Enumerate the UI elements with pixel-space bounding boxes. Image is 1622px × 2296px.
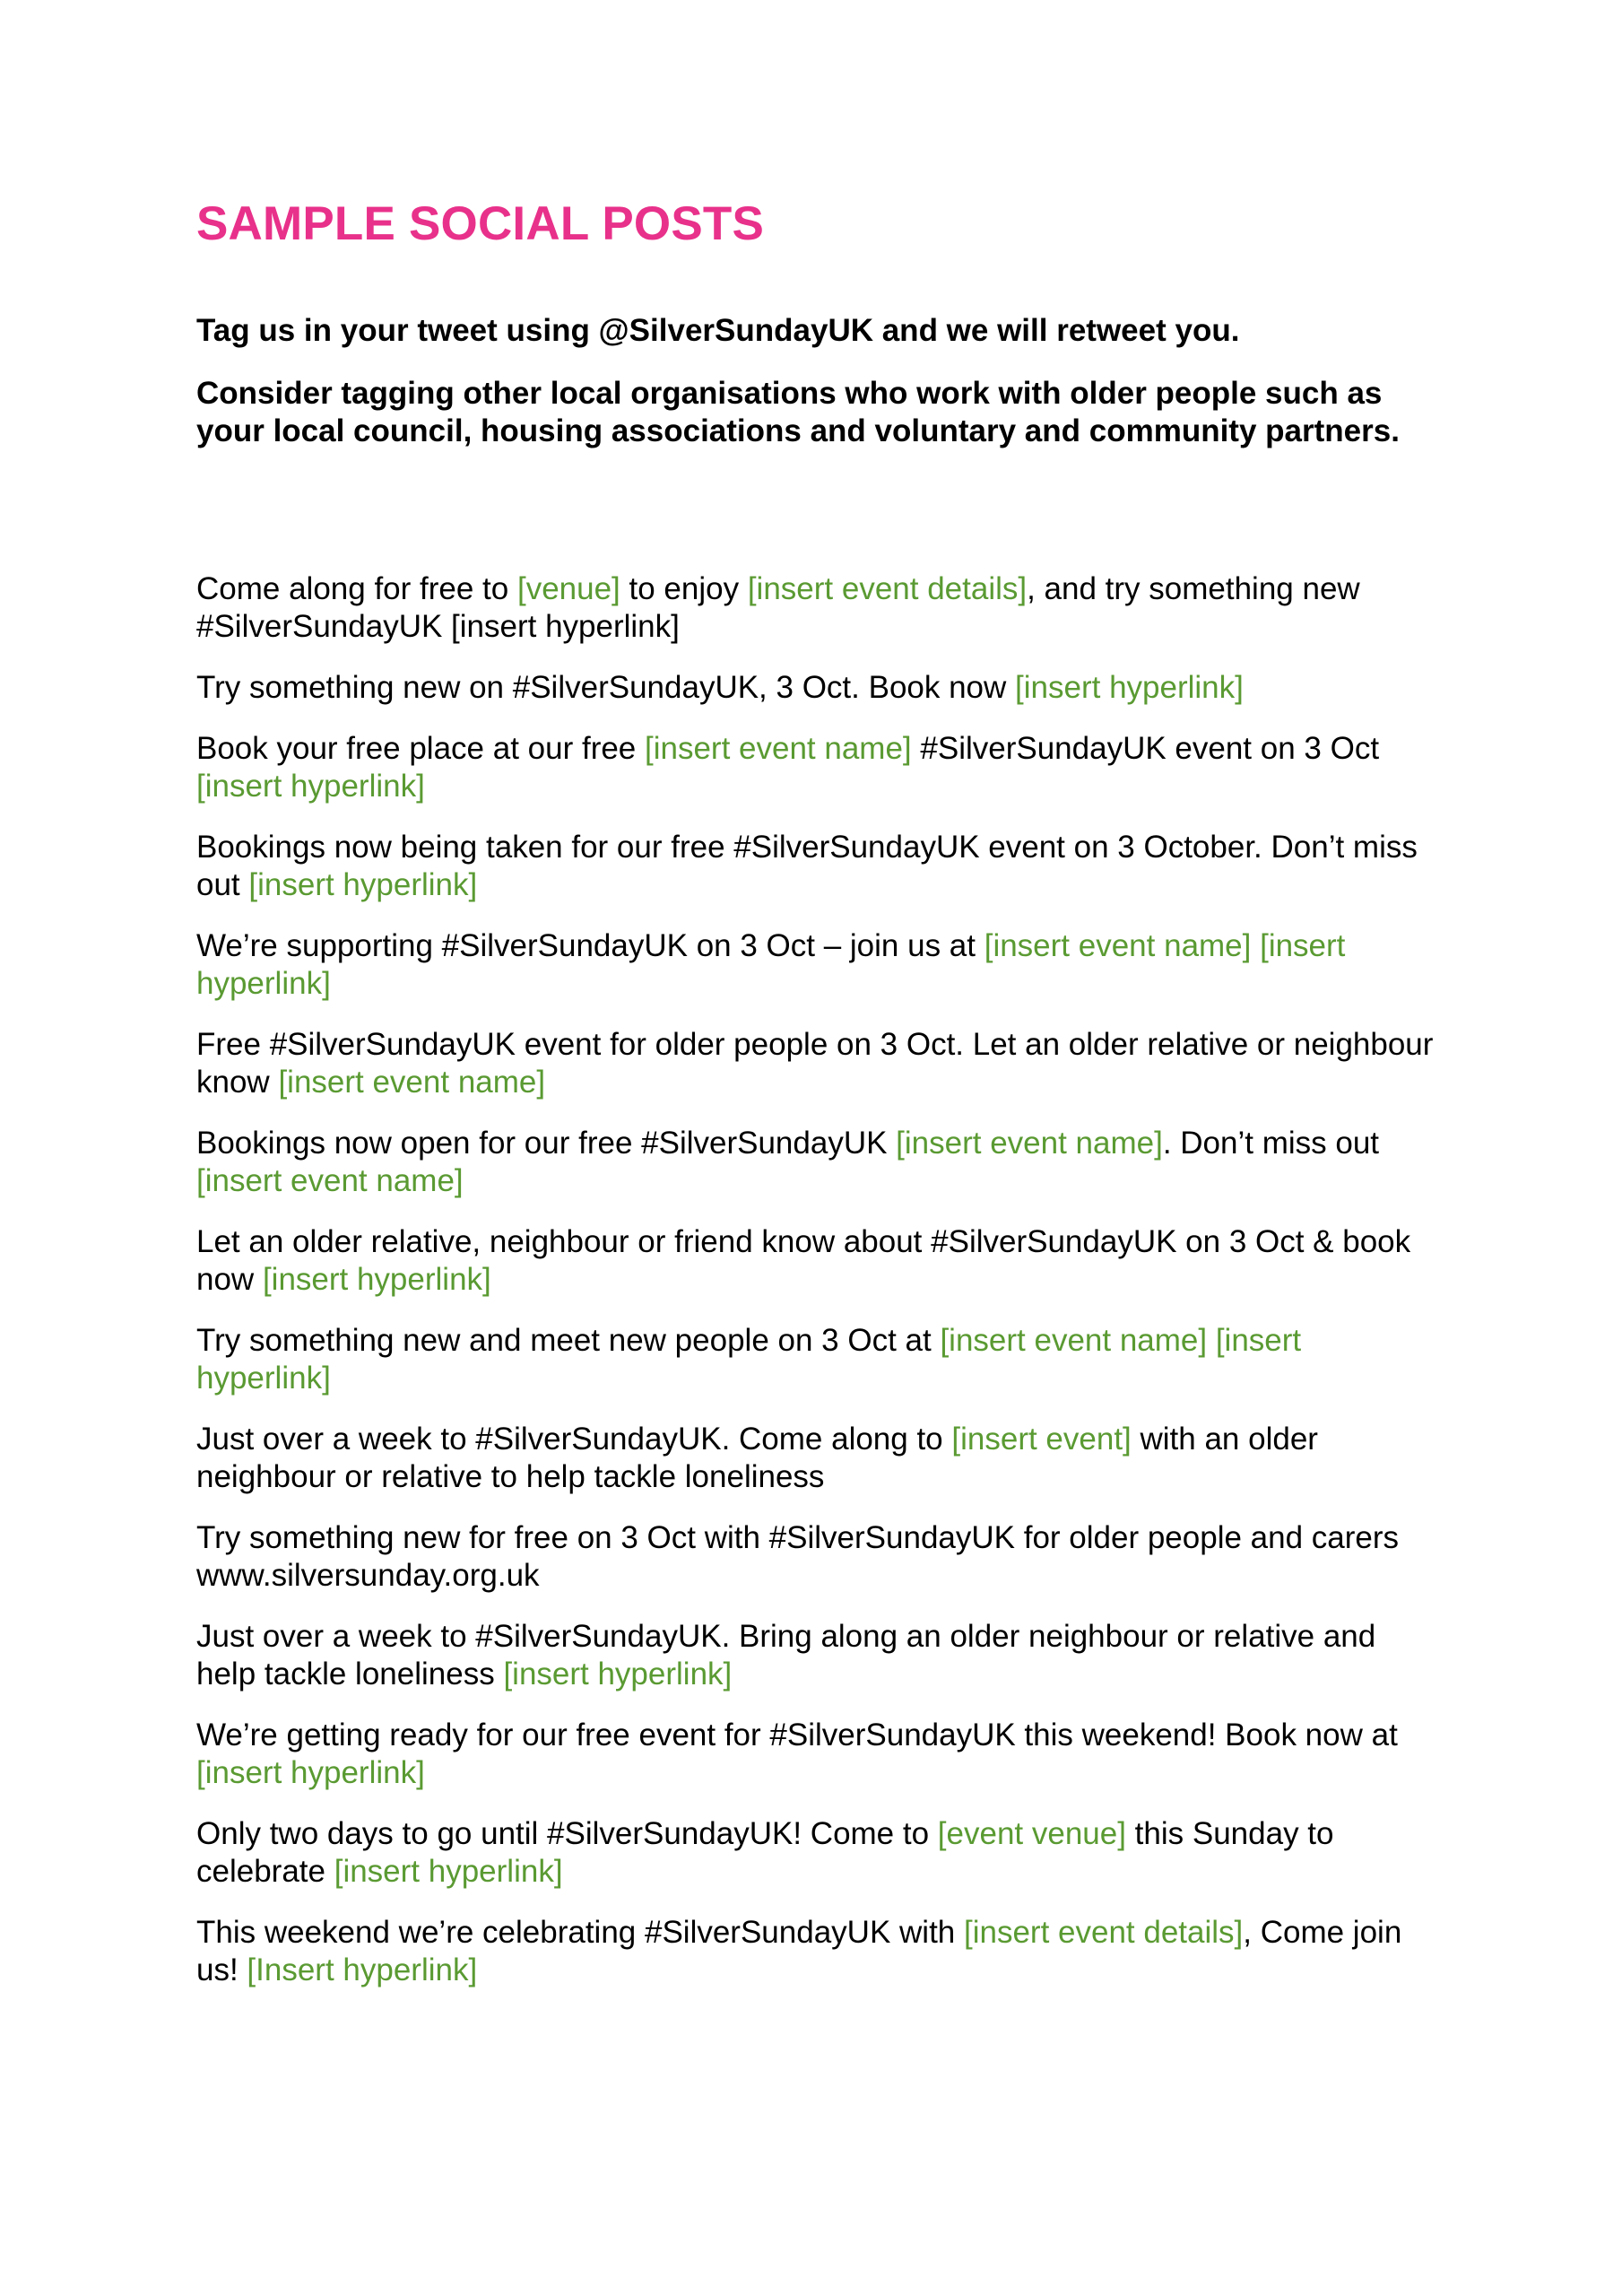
post-text: Only two days to go until #SilverSundayUK! Come to — [196, 1816, 938, 1851]
placeholder-text: [insert hyperlink] — [1015, 670, 1244, 705]
page-title: SAMPLE SOCIAL POSTS — [196, 197, 765, 250]
post-text: . Don’t miss out — [1162, 1126, 1380, 1161]
sample-post — [196, 1618, 1443, 1693]
post-text: to enjoy — [620, 571, 748, 606]
placeholder-text: [insert event name] — [278, 1065, 546, 1100]
post-text: this Sunday to celebrate — [196, 1816, 1334, 1889]
sample-post — [196, 1519, 1443, 1595]
post-text: Try something new and meet new people on 3 Oct at — [196, 1323, 941, 1358]
intro-tag-instruction: Tag us in your tweet using @SilverSundayUK and we will retweet you. — [196, 313, 1240, 348]
document-page — [196, 0, 1443, 2296]
post-text: Bookings now being taken for our free #SilverSundayUK event on 3 October. Don’t miss out — [196, 830, 1418, 902]
post-text: , and try something new #SilverSundayUK [insert hyperlink] — [196, 571, 1360, 644]
placeholder-text: [Insert hyperlink] — [247, 1952, 478, 1987]
sample-post — [196, 1421, 1443, 1496]
placeholder-text: [insert event name] — [645, 731, 912, 766]
placeholder-text: [insert hyperlink] — [196, 769, 425, 804]
sample-post — [196, 1914, 1443, 1989]
placeholder-text: [insert hyperlink] — [334, 1854, 563, 1889]
post-text: with an older neighbour or relative to help tackle loneliness — [196, 1422, 1318, 1494]
post-text: Bookings now open for our free #SilverSundayUK — [196, 1126, 897, 1161]
post-text: We’re supporting #SilverSundayUK on 3 Oct – join us at — [196, 928, 984, 963]
sample-post — [196, 1717, 1443, 1792]
sample-post — [196, 1026, 1443, 1101]
placeholder-text: [venue] — [516, 571, 620, 606]
placeholder-text: [insert hyperlink] — [503, 1657, 733, 1692]
sample-post — [196, 730, 1443, 805]
sample-post — [196, 570, 1443, 646]
post-text: We’re getting ready for our free event for #SilverSundayUK this weekend! Book now at — [196, 1718, 1398, 1752]
post-text: Try something new on #SilverSundayUK, 3 Oct. Book now — [196, 670, 1016, 705]
post-text: Just over a week to #SilverSundayUK. Come along to — [196, 1422, 952, 1457]
placeholder-text: [insert event details] — [963, 1915, 1244, 1950]
post-text: This weekend we’re celebrating #SilverSundayUK with — [196, 1915, 964, 1950]
sample-post — [196, 669, 1443, 707]
sample-post — [196, 1223, 1443, 1299]
sample-post — [196, 1815, 1443, 1891]
placeholder-text: [insert hyperlink] — [262, 1262, 491, 1297]
sample-post — [196, 829, 1443, 904]
post-text: Book your free place at our free — [196, 731, 645, 766]
post-text: Just over a week to #SilverSundayUK. Bring along an older neighbour or relative and help tackle loneliness — [196, 1619, 1376, 1692]
placeholder-text: [insert hyperlink] — [248, 867, 478, 902]
placeholder-text: [insert event name] [insert hyperlink] — [196, 1323, 1302, 1396]
sample-post — [196, 1322, 1443, 1397]
post-text: Come along for free to — [196, 571, 517, 606]
sample-post — [196, 1125, 1443, 1200]
sample-posts-list — [196, 570, 1443, 2013]
placeholder-text: [insert event] — [951, 1422, 1132, 1457]
post-text: Try something new for free on 3 Oct with #SilverSundayUK for older people and carers www.silversunday.org.uk — [196, 1520, 1400, 1593]
post-text: #SilverSundayUK event on 3 Oct — [911, 731, 1380, 766]
intro-tagging-advice: Consider tagging other local organisations who work with older people such as your local council, housing associations and voluntary and community partners. — [196, 376, 1400, 448]
placeholder-text: [insert event name] — [196, 1163, 464, 1198]
sample-post — [196, 927, 1443, 1003]
post-text: , Come join us! — [196, 1915, 1402, 1987]
placeholder-text: [insert hyperlink] — [196, 1755, 425, 1790]
post-text: Free #SilverSundayUK event for older people on 3 Oct. Let an older relative or neighbour know — [196, 1027, 1434, 1100]
post-text: Let an older relative, neighbour or friend know about #SilverSundayUK on 3 Oct & book now — [196, 1224, 1411, 1297]
placeholder-text: [insert event name] [insert hyperlink] — [196, 928, 1346, 1001]
placeholder-text: [event venue] — [937, 1816, 1126, 1851]
placeholder-text: [insert event name] — [896, 1126, 1163, 1161]
placeholder-text: [insert event details] — [747, 571, 1028, 606]
